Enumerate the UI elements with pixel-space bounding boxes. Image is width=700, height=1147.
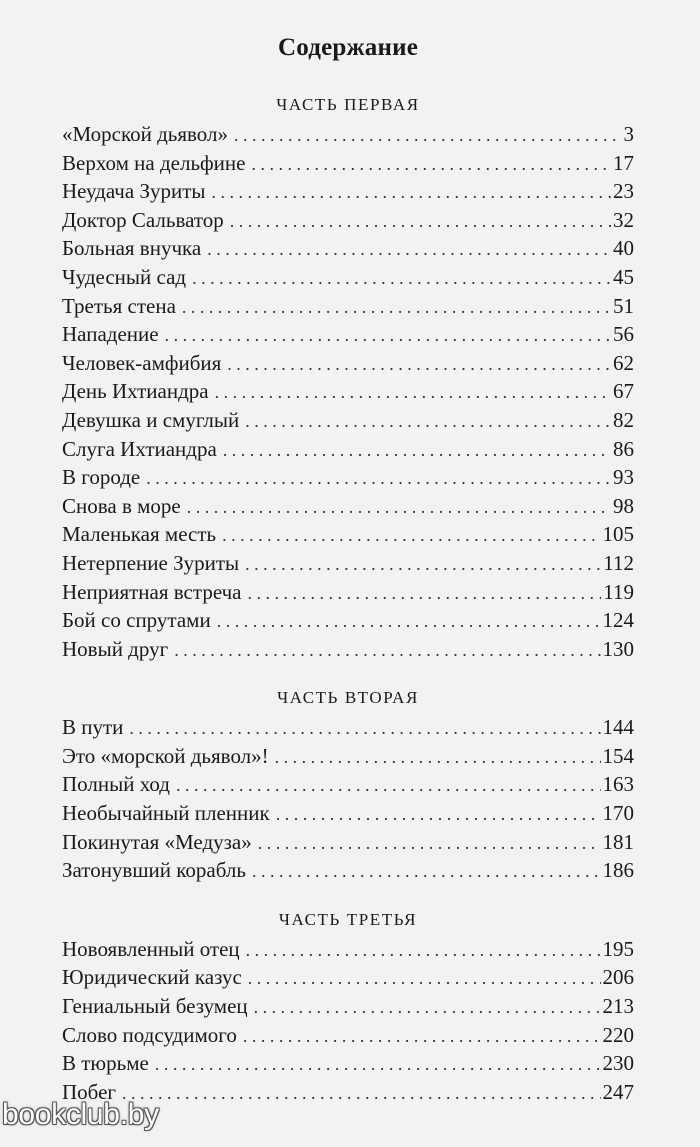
toc-entry bbox=[62, 963, 634, 992]
toc-entry bbox=[62, 120, 634, 149]
entry-page-number: 112 bbox=[603, 550, 634, 575]
dot-leader bbox=[217, 607, 601, 636]
entry-title: Затонувший корабль bbox=[62, 858, 246, 883]
entry-page-number: 124 bbox=[602, 608, 634, 633]
entry-page-number: 17 bbox=[613, 150, 634, 175]
entry-page-number: 23 bbox=[613, 179, 634, 204]
dot-leader bbox=[248, 579, 602, 608]
entry-title: Покинутая «Медуза» bbox=[62, 829, 252, 854]
dot-leader bbox=[251, 150, 611, 179]
entry-page-number: 40 bbox=[613, 236, 634, 261]
entry-page-number: 181 bbox=[602, 829, 634, 854]
toc-entry bbox=[62, 578, 634, 607]
dot-leader bbox=[146, 464, 611, 493]
entry-title: Необычайный пленник bbox=[62, 801, 270, 826]
table-of-contents bbox=[62, 28, 634, 1106]
toc-entry bbox=[62, 492, 634, 521]
entry-title: Слово подсудимого bbox=[62, 1022, 237, 1047]
entry-page-number: 56 bbox=[613, 322, 634, 347]
entry-title: Неудача Зуриты bbox=[62, 179, 206, 204]
dot-leader bbox=[254, 993, 601, 1022]
toc-entry bbox=[62, 177, 634, 206]
part-one bbox=[62, 90, 634, 663]
entry-title: День Ихтиандра bbox=[62, 379, 209, 404]
dot-leader bbox=[243, 1022, 601, 1051]
page-title: Содержание bbox=[277, 34, 418, 61]
entry-page-number: 230 bbox=[602, 1051, 634, 1076]
entry-page-number: 144 bbox=[602, 715, 634, 740]
entry-page-number: 186 bbox=[602, 858, 634, 883]
toc-entry bbox=[62, 828, 634, 857]
entry-title: Юридический казус bbox=[62, 965, 242, 990]
entry-title: В тюрьме bbox=[62, 1051, 149, 1076]
entry-page-number: 3 bbox=[623, 122, 634, 146]
dot-leader bbox=[275, 743, 601, 772]
part-two bbox=[62, 683, 634, 885]
dot-leader bbox=[174, 636, 600, 665]
dot-leader bbox=[207, 235, 611, 264]
toc-entry bbox=[62, 742, 634, 771]
toc-entry bbox=[62, 463, 634, 492]
entry-list bbox=[62, 935, 634, 1107]
entry-title: Это «морской дьявол»! bbox=[62, 743, 269, 768]
part-heading: ЧАСТЬ ВТОРАЯ bbox=[277, 688, 419, 708]
toc-entry bbox=[62, 770, 634, 799]
dot-leader bbox=[165, 321, 611, 350]
toc-entry bbox=[62, 856, 634, 885]
entry-title: Новоявленный отец bbox=[62, 936, 240, 961]
entry-title: Девушка и смуглый bbox=[62, 407, 240, 432]
entry-page-number: 32 bbox=[613, 207, 634, 232]
toc-entry bbox=[62, 606, 634, 635]
dot-leader bbox=[215, 378, 611, 407]
part-heading: ЧАСТЬ ПЕРВАЯ bbox=[276, 95, 420, 114]
toc-entry bbox=[62, 713, 634, 742]
dot-leader bbox=[223, 436, 611, 465]
dot-leader bbox=[245, 550, 601, 579]
entry-page-number: 105 bbox=[602, 522, 634, 547]
entry-page-number: 51 bbox=[613, 293, 634, 318]
dot-leader bbox=[227, 350, 611, 379]
dot-leader bbox=[129, 714, 600, 743]
entry-page-number: 67 bbox=[613, 379, 634, 404]
dot-leader bbox=[252, 857, 601, 886]
entry-page-number: 86 bbox=[613, 436, 634, 461]
part-three bbox=[62, 905, 634, 1107]
entry-title: Третья стена bbox=[62, 293, 176, 318]
toc-entry bbox=[62, 935, 634, 964]
entry-page-number: 154 bbox=[602, 743, 634, 768]
dot-leader bbox=[192, 264, 611, 293]
entry-page-number: 170 bbox=[602, 801, 634, 826]
watermark-logo: bookclub.by bbox=[2, 1098, 159, 1131]
entry-page-number: 93 bbox=[613, 465, 634, 490]
entry-title: «Морской дьявол» bbox=[62, 122, 228, 146]
toc-entry bbox=[62, 520, 634, 549]
toc-entry bbox=[62, 206, 634, 235]
entry-title: Нетерпение Зуриты bbox=[62, 550, 240, 575]
entry-title: Человек-амфибия bbox=[62, 350, 222, 375]
toc-entry bbox=[62, 377, 634, 406]
entry-page-number: 45 bbox=[613, 264, 634, 289]
dot-leader bbox=[211, 178, 611, 207]
entry-title: Побег bbox=[62, 1079, 117, 1104]
entry-title: Верхом на дельфине bbox=[62, 150, 246, 175]
dot-leader bbox=[245, 407, 611, 436]
toc-entry bbox=[62, 992, 634, 1021]
entry-title: В городе bbox=[62, 465, 141, 490]
entry-title: Нападение bbox=[62, 322, 159, 347]
dot-leader bbox=[276, 800, 601, 829]
entry-page-number: 195 bbox=[602, 936, 634, 961]
entry-title: Слуга Ихтиандра bbox=[62, 436, 217, 461]
entry-page-number: 220 bbox=[602, 1022, 634, 1047]
toc-entry bbox=[62, 320, 634, 349]
dot-leader bbox=[182, 293, 611, 322]
toc-entry bbox=[62, 149, 634, 178]
toc-entry bbox=[62, 1021, 634, 1050]
entry-page-number: 163 bbox=[602, 772, 634, 797]
entry-page-number: 213 bbox=[602, 994, 634, 1019]
entry-list bbox=[62, 120, 634, 663]
entry-title: Доктор Сальватор bbox=[62, 207, 224, 232]
entry-page-number: 82 bbox=[613, 407, 634, 432]
entry-page-number: 98 bbox=[613, 493, 634, 518]
dot-leader bbox=[248, 964, 601, 993]
part-heading: ЧАСТЬ ТРЕТЬЯ bbox=[278, 909, 418, 929]
dot-leader bbox=[222, 521, 600, 550]
toc-entry bbox=[62, 549, 634, 578]
entry-title: Чудесный сад bbox=[62, 264, 187, 289]
toc-entry bbox=[62, 799, 634, 828]
entry-page-number: 62 bbox=[613, 350, 634, 375]
dot-leader bbox=[122, 1079, 600, 1108]
dot-leader bbox=[155, 1050, 601, 1079]
toc-entry bbox=[62, 406, 634, 435]
entry-page-number: 119 bbox=[603, 579, 634, 604]
entry-title: Бой со спрутами bbox=[62, 608, 211, 633]
toc-entry bbox=[62, 435, 634, 464]
entry-page-number: 247 bbox=[602, 1079, 634, 1104]
toc-entry bbox=[62, 263, 634, 292]
entry-title: Больная внучка bbox=[62, 236, 202, 261]
entry-title: Снова в море bbox=[62, 493, 181, 518]
entry-title: Новый друг bbox=[62, 636, 169, 661]
entry-page-number: 130 bbox=[602, 636, 634, 661]
entry-title: Гениальный безумец bbox=[62, 994, 248, 1019]
entry-list bbox=[62, 713, 634, 885]
toc-entry bbox=[62, 635, 634, 664]
toc-entry bbox=[62, 292, 634, 321]
entry-title: В пути bbox=[62, 715, 124, 740]
dot-leader bbox=[176, 771, 601, 800]
entry-page-number: 206 bbox=[602, 965, 634, 990]
dot-leader bbox=[230, 207, 611, 236]
toc-entry bbox=[62, 234, 634, 263]
entry-title: Маленькая месть bbox=[62, 522, 217, 547]
entry-title: Неприятная встреча bbox=[62, 579, 242, 604]
dot-leader bbox=[246, 936, 601, 965]
dot-leader bbox=[187, 493, 611, 522]
toc-entry bbox=[62, 1049, 634, 1078]
dot-leader bbox=[258, 829, 601, 858]
toc-entry bbox=[62, 349, 634, 378]
entry-title: Полный ход bbox=[62, 772, 170, 797]
dot-leader bbox=[234, 121, 622, 150]
